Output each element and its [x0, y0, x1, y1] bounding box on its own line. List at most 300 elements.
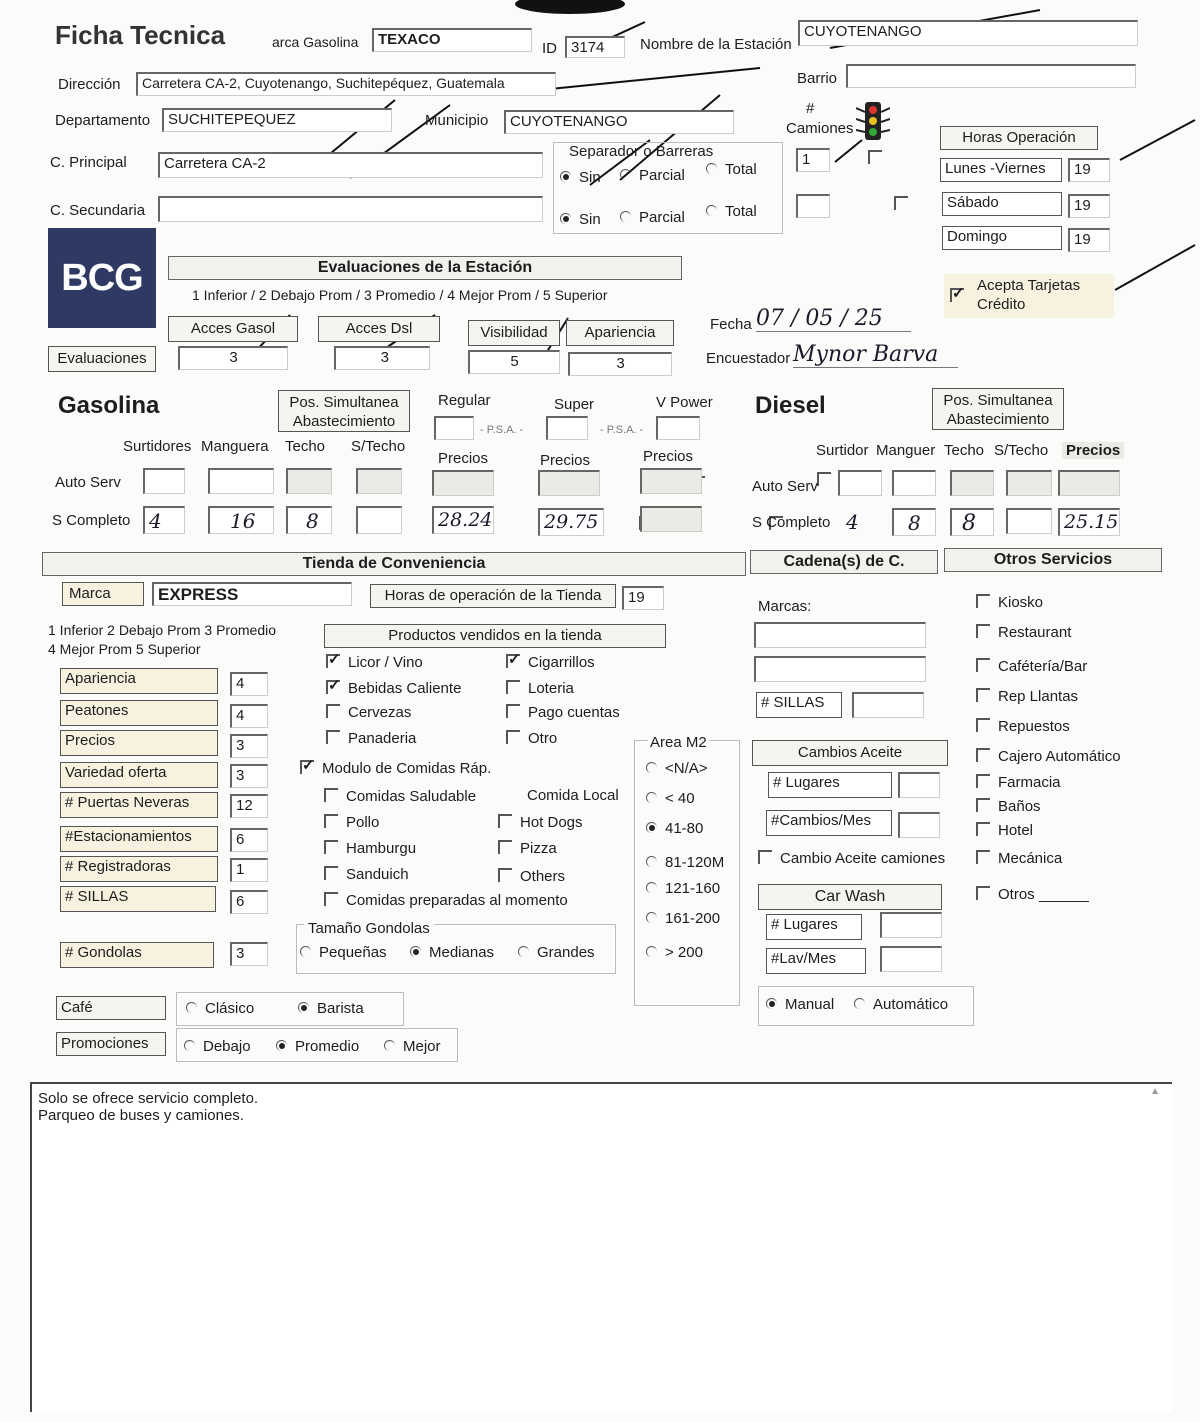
comida-option[interactable]: [324, 866, 409, 883]
gas-completo-surtidores[interactable]: 4: [143, 506, 185, 534]
gas-completo-techo[interactable]: 8: [286, 506, 332, 534]
modulo-comidas-label: Modulo de Comidas Ráp.: [322, 760, 492, 777]
otros-servicio-option[interactable]: [976, 718, 1070, 735]
producto-option[interactable]: [326, 704, 411, 721]
municipio-label: Municipio: [425, 112, 489, 129]
option-label: 161-200: [665, 910, 721, 927]
checkbox-icon: [326, 654, 340, 668]
barrio-field[interactable]: [846, 64, 1136, 88]
diesel-completo-stecho[interactable]: [1006, 508, 1052, 534]
rating-field[interactable]: 4: [230, 672, 268, 696]
option-label: Total: [725, 161, 757, 178]
otros-servicio-option[interactable]: [976, 658, 1087, 675]
evaluaciones-label: Evaluaciones: [48, 346, 156, 372]
separador-label: Separador o Barreras: [569, 143, 714, 160]
cadena-sillas-field[interactable]: [852, 692, 924, 718]
gasolina-completo-label: S Completo: [52, 512, 131, 529]
radio-icon: [646, 762, 657, 773]
radio-icon: [560, 171, 571, 182]
productos-header: Productos vendidos en la tienda: [324, 624, 666, 648]
producto-option[interactable]: [506, 680, 574, 697]
cambios-mes-label: #Cambios/Mes: [766, 810, 892, 836]
gondolas-option[interactable]: [300, 944, 387, 961]
rating-field[interactable]: 4: [230, 704, 268, 728]
page-title: Ficha Tecnica: [55, 20, 226, 50]
gas-auto-stecho[interactable]: [356, 468, 402, 494]
option-label: Grandes: [537, 944, 595, 961]
radio-icon: [298, 1002, 309, 1013]
tienda-scale-line-2: 4 Mejor Prom 5 Superior: [48, 641, 201, 657]
rating-field[interactable]: 6: [230, 890, 268, 914]
camiones-label: Camiones: [786, 120, 854, 137]
separador-2-parcial[interactable]: [620, 209, 685, 226]
calle-secundaria-label: C. Secundaria: [50, 202, 146, 219]
comida-label: Others: [520, 868, 566, 885]
comida-local-label: Comida Local: [527, 787, 619, 804]
notes-line-1: Solo se ofrece servicio completo.: [38, 1090, 259, 1107]
producto-label: Otro: [528, 730, 558, 747]
otros-servicio-label: Repuestos: [998, 718, 1070, 735]
checkbox-icon: [498, 814, 512, 828]
option-label: 121-160: [665, 880, 721, 897]
gas-auto-vpower-checkbox[interactable]: [817, 472, 831, 486]
psa-label-2: - P.S.A. -: [600, 424, 644, 436]
rating-field[interactable]: 3: [230, 734, 268, 758]
checkbox-icon: [976, 822, 990, 836]
psa-vpower-field[interactable]: [656, 416, 700, 440]
otros-servicio-label: Hotel: [998, 822, 1034, 839]
fuel-super-label: Super: [554, 396, 595, 413]
producto-label: Bebidas Caliente: [348, 680, 462, 697]
tarjetas-credito-option[interactable]: [944, 274, 1114, 318]
gasolina-col-manguera: Manguera: [201, 438, 269, 455]
rating-label: Apariencia: [60, 668, 218, 694]
cafe-label: Café: [56, 996, 166, 1020]
diesel-completo-techo[interactable]: 8: [950, 508, 994, 536]
checkbox-icon: [976, 594, 990, 608]
diesel-auto-techo[interactable]: [950, 470, 994, 496]
separador-2-total[interactable]: [706, 203, 757, 220]
promociones-option[interactable]: [384, 1038, 441, 1055]
radio-icon: [620, 211, 631, 222]
comida-option[interactable]: [498, 814, 583, 831]
gas-auto-precio-regular[interactable]: [432, 470, 494, 496]
rating-label: #Estacionamientos: [60, 826, 218, 852]
cafe-option[interactable]: [298, 1000, 364, 1017]
tienda-marca-field[interactable]: EXPRESS: [152, 582, 352, 606]
departamento-field[interactable]: SUCHITEPEQUEZ: [162, 108, 392, 132]
checkbox-icon: [498, 868, 512, 882]
option-label: 41-80: [665, 820, 704, 837]
id-field[interactable]: 3174: [565, 36, 625, 58]
checkbox-icon: [326, 730, 340, 744]
option-label: Automático: [873, 996, 949, 1013]
area-option[interactable]: [646, 760, 708, 777]
gasolina-auto-serv-label: Auto Serv: [55, 474, 121, 491]
producto-option[interactable]: [506, 654, 595, 671]
bcg-logo: BCG: [48, 228, 156, 328]
gas-auto-techo[interactable]: [286, 468, 332, 494]
radio-icon: [646, 882, 657, 893]
comida-option[interactable]: [324, 840, 416, 857]
evaluaciones-header: Evaluaciones de la Estación: [168, 256, 682, 280]
diesel-auto-manguer[interactable]: [892, 470, 936, 496]
radio-icon: [854, 998, 865, 1009]
option-label: 81-120M: [665, 854, 725, 871]
gas-auto-precio-vpower[interactable]: [640, 468, 702, 494]
fuel-vpower-label: V Power: [656, 394, 713, 411]
option-label: Pequeñas: [319, 944, 387, 961]
area-option[interactable]: [646, 790, 695, 807]
direccion-field[interactable]: Carretera CA-2, Cuyotenango, Suchitepéquez, Guatemala: [136, 72, 556, 96]
cadena-marcas-label: Marcas:: [758, 598, 812, 615]
diesel-col-stecho: S/Techo: [994, 442, 1049, 459]
tienda-horas-label: Horas de operación de la Tienda: [370, 584, 616, 608]
gondolas-option[interactable]: [410, 944, 494, 961]
diesel-col-precios: Precios: [1062, 442, 1124, 459]
apariencia-field[interactable]: 3: [568, 352, 672, 376]
fuel-regular-label: Regular: [438, 392, 491, 409]
acces-dsl-label: Acces Dsl: [318, 316, 440, 342]
radio-icon: [620, 169, 631, 180]
separador-1-sin[interactable]: [560, 169, 601, 186]
diesel-completo-label: S Completo: [752, 514, 831, 531]
rating-label: # Gondolas: [60, 942, 214, 968]
producto-option[interactable]: [326, 680, 461, 697]
diesel-auto-surtidor[interactable]: [838, 470, 882, 496]
visibilidad-field[interactable]: 5: [468, 350, 560, 374]
tarjetas-label: Acepta Tarjetas Crédito: [977, 277, 1081, 313]
promociones-option[interactable]: [276, 1038, 359, 1055]
marca-gasolina-label: arca Gasolina: [272, 34, 359, 50]
hours-field-weekday[interactable]: 19: [1068, 158, 1110, 182]
tienda-marca-label: Marca: [62, 582, 144, 606]
otros-servicio-label: Kiosko: [998, 594, 1044, 611]
otros-servicio-option[interactable]: [976, 748, 1121, 765]
fecha-label: Fecha: [710, 316, 752, 333]
area-option[interactable]: [646, 944, 703, 961]
rating-label: Precios: [60, 730, 218, 756]
radio-icon: [706, 205, 717, 216]
comida-option[interactable]: [498, 868, 565, 885]
option-label: Parcial: [639, 209, 685, 226]
calle-secundaria-field[interactable]: [158, 196, 543, 222]
producto-option[interactable]: [326, 654, 423, 671]
area-option[interactable]: [646, 880, 720, 897]
hours-label-weekday: Lunes -Viernes: [940, 158, 1062, 182]
radio-icon: [706, 163, 717, 174]
producto-option[interactable]: [326, 730, 416, 747]
checkbox-icon: [506, 680, 520, 694]
comida-option[interactable]: [324, 788, 476, 805]
camiones-checkbox-2[interactable]: [894, 196, 908, 210]
rating-label: # SILLAS: [60, 886, 216, 912]
municipio-field[interactable]: CUYOTENANGO: [504, 110, 734, 134]
tienda-horas-field[interactable]: 19: [622, 586, 664, 610]
precios-vpower-label: Precios: [643, 448, 694, 465]
comida-option[interactable]: [324, 892, 568, 909]
otros-servicio-option[interactable]: [976, 798, 1041, 815]
cadena-header: Cadena(s) de C.: [750, 550, 938, 574]
scroll-up-icon[interactable]: ▲: [1150, 1086, 1160, 1097]
psa-super-field[interactable]: [546, 416, 588, 440]
otros-servicio-option[interactable]: [976, 822, 1033, 839]
promociones-option[interactable]: [184, 1038, 251, 1055]
cambios-lugares-field[interactable]: [898, 772, 940, 798]
notes-textarea[interactable]: [30, 1082, 1172, 1412]
checkbox-icon: [326, 704, 340, 718]
rating-field[interactable]: 12: [230, 794, 268, 818]
area-option[interactable]: [646, 854, 724, 871]
option-label: Mejor: [403, 1038, 441, 1055]
calle-principal-label: C. Principal: [50, 154, 127, 171]
rating-field[interactable]: 3: [230, 764, 268, 788]
checkbox-icon: [976, 718, 990, 732]
producto-label: Cigarrillos: [528, 654, 595, 671]
carwash-lugares-field[interactable]: [880, 912, 942, 938]
diesel-auto-stecho[interactable]: [1006, 470, 1052, 496]
cambios-lugares-label: # Lugares: [768, 772, 892, 798]
producto-label: Licor / Vino: [348, 654, 423, 671]
checkbox-icon: [976, 748, 990, 762]
checkbox-icon: [976, 798, 990, 812]
gondolas-option[interactable]: [518, 944, 595, 961]
gasolina-col-stecho: S/Techo: [351, 438, 406, 455]
rating-label: # Registradoras: [60, 856, 218, 882]
notes-line-2: Parqueo de buses y camiones.: [38, 1107, 244, 1124]
comida-option[interactable]: [498, 840, 557, 857]
option-label: < 40: [665, 790, 695, 807]
radio-icon: [646, 912, 657, 923]
carwash-automatico-option[interactable]: [854, 996, 948, 1013]
marca-gasolina-field[interactable]: TEXACO: [372, 28, 532, 52]
diesel-completo-manguer[interactable]: 8: [892, 508, 936, 536]
hours-field-sunday[interactable]: 19: [1068, 228, 1110, 252]
checkbox-icon: [324, 866, 338, 880]
checkbox-icon: [324, 814, 338, 828]
checkbox-icon: [326, 680, 340, 694]
cadena-marca-field-1[interactable]: [754, 622, 926, 648]
comida-label: Hot Dogs: [520, 814, 583, 831]
visibilidad-label: Visibilidad: [468, 320, 560, 346]
area-option[interactable]: [646, 910, 720, 927]
horas-operacion-header: Horas Operación: [940, 126, 1098, 150]
acces-gasol-field[interactable]: 3: [178, 346, 288, 370]
rating-label: Variedad oferta: [60, 762, 218, 788]
gas-auto-manguera[interactable]: [208, 468, 274, 494]
checkbox-icon: [976, 850, 990, 864]
checkbox-icon: [300, 760, 314, 774]
comida-label: Comidas Saludable: [346, 788, 477, 805]
evaluaciones-scale: 1 Inferior / 2 Debajo Prom / 3 Promedio / 4 Mejor Prom / 5 Superior: [192, 287, 608, 303]
option-label: Clásico: [205, 1000, 255, 1017]
apariencia-label: Apariencia: [566, 320, 674, 346]
otros-servicio-label: Restaurant: [998, 624, 1072, 641]
checkbox-icon: [950, 288, 964, 302]
radio-icon: [560, 213, 571, 224]
separador-1-parcial[interactable]: [620, 167, 685, 184]
promociones-label: Promociones: [56, 1032, 166, 1056]
otros-servicio-option[interactable]: [976, 624, 1071, 641]
radio-icon: [186, 1002, 197, 1013]
nombre-estacion-label: Nombre de la Estación: [640, 36, 792, 53]
gasolina-col-surtidores: Surtidores: [123, 438, 192, 455]
otros-servicio-option[interactable]: [976, 850, 1062, 867]
area-group: [634, 740, 740, 1006]
rating-label: Peatones: [60, 700, 218, 726]
camiones-field-2[interactable]: [796, 194, 830, 218]
diesel-col-manguer: Manguer: [876, 442, 936, 459]
diesel-title: Diesel: [755, 392, 826, 419]
diesel-pos-simultanea-label: Pos. Simultanea Abastecimiento: [932, 388, 1064, 430]
gondolas-title: Tamaño Gondolas: [304, 920, 434, 937]
checkbox-icon: [976, 624, 990, 638]
diesel-auto-precio[interactable]: [1058, 470, 1120, 496]
camiones-hash: #: [806, 100, 815, 117]
otros-servicio-label: Rep Llantas: [998, 688, 1079, 705]
checkbox-icon: [976, 774, 990, 788]
checkbox-icon: [506, 704, 520, 718]
checkbox-icon: [498, 840, 512, 854]
comida-label: Hamburgu: [346, 840, 417, 857]
rating-field[interactable]: 1: [230, 858, 268, 882]
radio-icon: [410, 946, 421, 957]
hours-field-saturday[interactable]: 19: [1068, 194, 1110, 218]
area-option[interactable]: [646, 820, 703, 837]
comida-label: Sanduich: [346, 866, 409, 883]
gasolina-title: Gasolina: [58, 392, 160, 419]
rating-field[interactable]: 3: [230, 942, 268, 966]
cambios-mes-field[interactable]: [898, 812, 940, 838]
fecha-field[interactable]: 07 / 05 / 25: [756, 306, 911, 332]
checkbox-icon: [324, 892, 338, 906]
carwash-lugares-label: # Lugares: [766, 914, 862, 940]
camiones-field-1[interactable]: 1: [796, 148, 830, 172]
producto-label: Panaderia: [348, 730, 417, 747]
psa-regular-field[interactable]: [434, 416, 474, 440]
gas-auto-surtidores[interactable]: [143, 468, 185, 494]
separador-1-total[interactable]: [706, 161, 757, 178]
modulo-comidas-option[interactable]: [300, 760, 491, 777]
producto-label: Cervezas: [348, 704, 412, 721]
gas-completo-precio-vpower[interactable]: [640, 506, 702, 532]
acces-dsl-field[interactable]: 3: [334, 346, 430, 370]
otros-servicio-label: Mecánica: [998, 850, 1063, 867]
diesel-col-techo: Techo: [944, 442, 985, 459]
comida-label: Pollo: [346, 814, 380, 831]
diesel-col-surtidor: Surtidor: [816, 442, 869, 459]
radio-icon: [646, 856, 657, 867]
cadena-marca-field-2[interactable]: [754, 656, 926, 682]
gas-completo-precio-regular[interactable]: 28.24: [432, 506, 494, 534]
gas-completo-manguera[interactable]: 16: [208, 506, 274, 534]
otros-servicio-label: Cafétería/Bar: [998, 658, 1088, 675]
otros-servicio-option[interactable]: [976, 774, 1061, 791]
option-label: Total: [725, 203, 757, 220]
radio-icon: [518, 946, 529, 957]
tienda-scale-line-1: 1 Inferior 2 Debajo Prom 3 Promedio: [48, 622, 276, 638]
checkbox-icon: [976, 658, 990, 672]
otros-servicios-header: Otros Servicios: [944, 548, 1162, 572]
car-wash-header: Car Wash: [758, 884, 942, 910]
nombre-estacion-field[interactable]: CUYOTENANGO: [798, 20, 1138, 46]
gasolina-pos-simultanea-label: Pos. Simultanea Abastecimiento: [278, 390, 410, 432]
diesel-completo-surtidor[interactable]: 4: [846, 510, 859, 534]
lav-mes-label: #Lav/Mes: [766, 948, 866, 974]
option-label: Medianas: [429, 944, 495, 961]
checkbox-icon: [506, 654, 520, 668]
producto-label: Pago cuentas: [528, 704, 620, 721]
comida-option[interactable]: [324, 814, 379, 831]
comida-label: Comidas preparadas al momento: [346, 892, 568, 909]
calle-principal-field[interactable]: Carretera CA-2: [158, 152, 543, 178]
radio-icon: [646, 822, 657, 833]
hours-label-saturday: Sábado: [942, 192, 1062, 216]
radio-icon: [184, 1040, 195, 1051]
acces-gasol-label: Acces Gasol: [168, 316, 298, 342]
producto-option[interactable]: [506, 704, 620, 721]
checkbox-icon: [976, 688, 990, 702]
lav-mes-field[interactable]: [880, 946, 942, 972]
otros-servicio-label: Otros ______: [998, 886, 1089, 903]
carwash-manual-option[interactable]: [766, 996, 834, 1013]
area-title: Area M2: [650, 734, 707, 751]
radio-icon: [276, 1040, 287, 1051]
gas-completo-precio-super[interactable]: 29.75: [538, 508, 604, 536]
rating-field[interactable]: 6: [230, 828, 268, 852]
gas-auto-precio-super[interactable]: [538, 470, 600, 496]
otros-servicio-label: Baños: [998, 798, 1041, 815]
option-label: Parcial: [639, 167, 685, 184]
cambio-aceite-camiones-option[interactable]: [758, 850, 945, 867]
barrio-label: Barrio: [797, 70, 838, 87]
option-label: Manual: [785, 996, 835, 1013]
otros-servicio-option[interactable]: [976, 688, 1078, 705]
gas-completo-stecho[interactable]: [356, 506, 402, 534]
rating-label: # Puertas Neveras: [60, 792, 218, 818]
otros-servicio-label: Farmacia: [998, 774, 1061, 791]
psa-label-1: - P.S.A. -: [480, 424, 524, 436]
radio-icon: [766, 998, 777, 1009]
checkbox-icon: [976, 886, 990, 900]
otros-servicio-option[interactable]: [976, 594, 1043, 611]
option-label: Barista: [317, 1000, 364, 1017]
direccion-label: Dirección: [58, 76, 121, 93]
cambio-aceite-camiones-label: Cambio Aceite camiones: [780, 850, 946, 867]
gasolina-col-techo: Techo: [285, 438, 326, 455]
option-label: Sin: [579, 211, 601, 228]
encuestador-field[interactable]: Mynor Barva: [793, 342, 958, 368]
comida-label: Pizza: [520, 840, 557, 857]
checkbox-icon: [506, 730, 520, 744]
separador-2-sin[interactable]: [560, 211, 601, 228]
producto-label: Loteria: [528, 680, 574, 697]
cafe-option[interactable]: [186, 1000, 254, 1017]
producto-option[interactable]: [506, 730, 557, 747]
diesel-auto-serv-label: Auto Serv: [752, 478, 818, 495]
camiones-checkbox-1[interactable]: [868, 150, 882, 164]
precios-super-label: Precios: [540, 452, 591, 469]
checkbox-icon: [758, 850, 772, 864]
cambios-aceite-header: Cambios Aceite: [752, 740, 948, 766]
option-label: > 200: [665, 944, 703, 961]
option-label: <N/A>: [665, 760, 708, 777]
checkbox-icon: [324, 788, 338, 802]
encuestador-label: Encuestador: [706, 350, 791, 367]
diesel-completo-precio[interactable]: 25.15: [1058, 508, 1120, 536]
option-label: Sin: [579, 169, 601, 186]
otros-servicio-option[interactable]: [976, 886, 1089, 903]
